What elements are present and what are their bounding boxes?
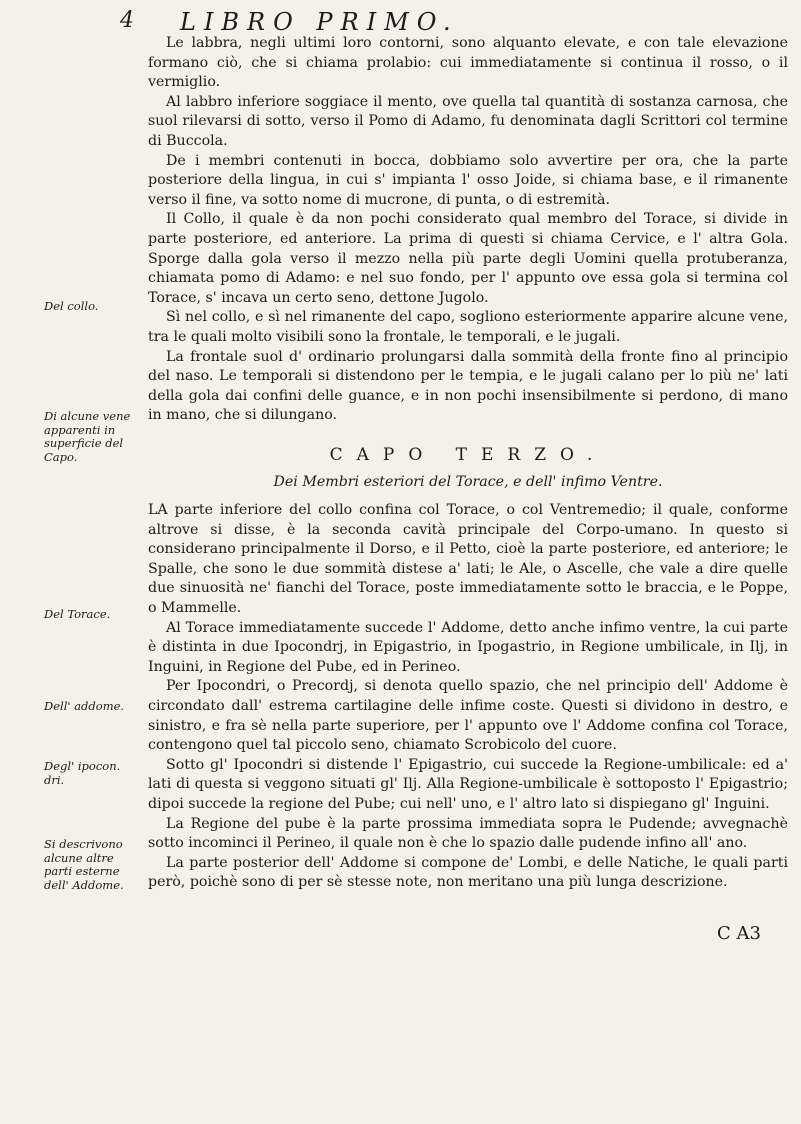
paragraph: Al labbro inferiore soggiace il mento, ove quella tal quantità di sostanza carnosa, che suol rilevarsi di sotto, verso il Pomo di Adamo, fu denominata dagli Scrittori col termine di Buccola. bbox=[148, 93, 788, 149]
margin-note-ipocondri: Degl' ipocon. dri. bbox=[44, 759, 121, 787]
page-number: 4 bbox=[120, 8, 134, 33]
running-title: LIBRO PRIMO. bbox=[180, 8, 459, 36]
paragraph: Al Torace immediatamente succede l' Addome, detto anche infimo ventre, la cui parte è distinta in due Ipocondrj, in Epigastrio, in Ipogastrio, in Regione umbilicale, in Ilj, in Inguini, in Regione del Pube, ed in Perineo. bbox=[148, 619, 788, 675]
margin-note-addome: Dell' addome. bbox=[44, 699, 125, 713]
margin-note-torace: Del Torace. bbox=[44, 607, 111, 621]
chapter-subtitle: Dei Membri esteriori del Torace, e dell' infimo Ventre. bbox=[273, 474, 663, 491]
margin-note-vene: Di alcune vene apparenti in superficie del Capo. bbox=[44, 409, 131, 464]
body-text bbox=[148, 34, 788, 893]
paragraph: De i membri contenuti in bocca, dobbiamo solo avvertire per ora, che la parte posteriore della lingua, in cui s' impianta l' osso Joide, si chiama base, e il rimanente verso il fine, va sotto nome di mucrone, di punta, o di estremità. bbox=[148, 152, 788, 208]
margin-note-altre-parti: Si descrivono alcune altre parti esterne dell' Addome. bbox=[44, 837, 124, 892]
paragraph: Sotto gl' Ipocondri si distende l' Epigastrio, cui succede la Regione-umbilicale: ed a' lati di questa si veggono situati gl' Ilj. Alla Regione-umbilicale è sottoposto l' Epigastrio; dipoi succede la regione del Pube; cui nell' uno, e l' altro lato si dispiegano gl' Inguini. bbox=[148, 756, 788, 812]
paragraph: Sì nel collo, e sì nel rimanente del capo, sogliono esteriormente apparire alcune vene, tra le quali molto visibili sono la frontale, le temporali, e le jugali. bbox=[148, 309, 788, 345]
paragraph: LA parte inferiore del collo confina col Torace, o col Ventremedio; il quale, conforme altrove si disse, è la seconda cavità principale del Corpo-umano. In questo si considerano principalmente il Dorso, e il Petto, cioè la parte posteriore, ed anteriore; le Spalle, che sono le due sommità distese a' lati; le Ale, o Ascelle, che vale a dire quelle due sinuosità ne' fianchi del Torace, poste immediatamente sotto le braccia, e le Poppe, o Mammelle. bbox=[148, 502, 788, 617]
paragraph: La Regione del pube è la parte prossima immediata sopra le Pudende; avvegnachè sotto incominci il Perineo, il quale non è che lo spazio dalle pudende infino all' ano. bbox=[148, 815, 788, 852]
margin-note-collo: Del collo. bbox=[44, 299, 99, 313]
paragraph: Il Collo, il quale è da non pochi considerato qual membro del Torace, si divide in parte posteriore, ed anteriore. La prima di questi si chiama Cervice, e l' altra Gola. Sporge dalla gola verso il mezzo nella più parte degli Uomini quella protuberanza, chiamata pomo di Adamo: e nel suo fondo, per l' appunto ove essa gola si termina col Torace, s' incava un certo seno, dettone Jugolo. bbox=[148, 211, 788, 306]
chapter-heading: CAPO TERZO. bbox=[329, 444, 607, 465]
paragraph: Per Ipocondri, o Precordj, si denota quello spazio, che nel principio dell' Addome è circondato dall' estrema cartilagine delle infime coste. Questi si dividono in destro, e sinistro, e fra sè nella parte superiore, per l' appunto ove l' Addome confina col Torace, contengono quel tal piccolo seno, chiamato Scrobicolo del cuore. bbox=[148, 678, 788, 754]
signature-mark: C A3 bbox=[717, 923, 761, 944]
paragraph: La parte posterior dell' Addome si compone de' Lombi, e delle Natiche, le quali parti però, poichè sono di per sè stesse note, non meritano una più lunga descrizione. bbox=[148, 854, 788, 891]
paragraph: Le labbra, negli ultimi loro contorni, sono alquanto elevate, e con tale elevazione formano ciò, che si chiama prolabio: cui immediatamente si continua il rosso, o il vermiglio. bbox=[148, 35, 788, 91]
paragraph: La frontale suol d' ordinario prolungarsi dalla sommità della fronte fino al principio del naso. Le temporali si distendono per le tempia, e le jugali calano per lo più ne' lati della gola dai confini delle guance, e in non pochi insensibilmente si perdono, di mano in mano, che si dilungano. bbox=[148, 348, 788, 424]
